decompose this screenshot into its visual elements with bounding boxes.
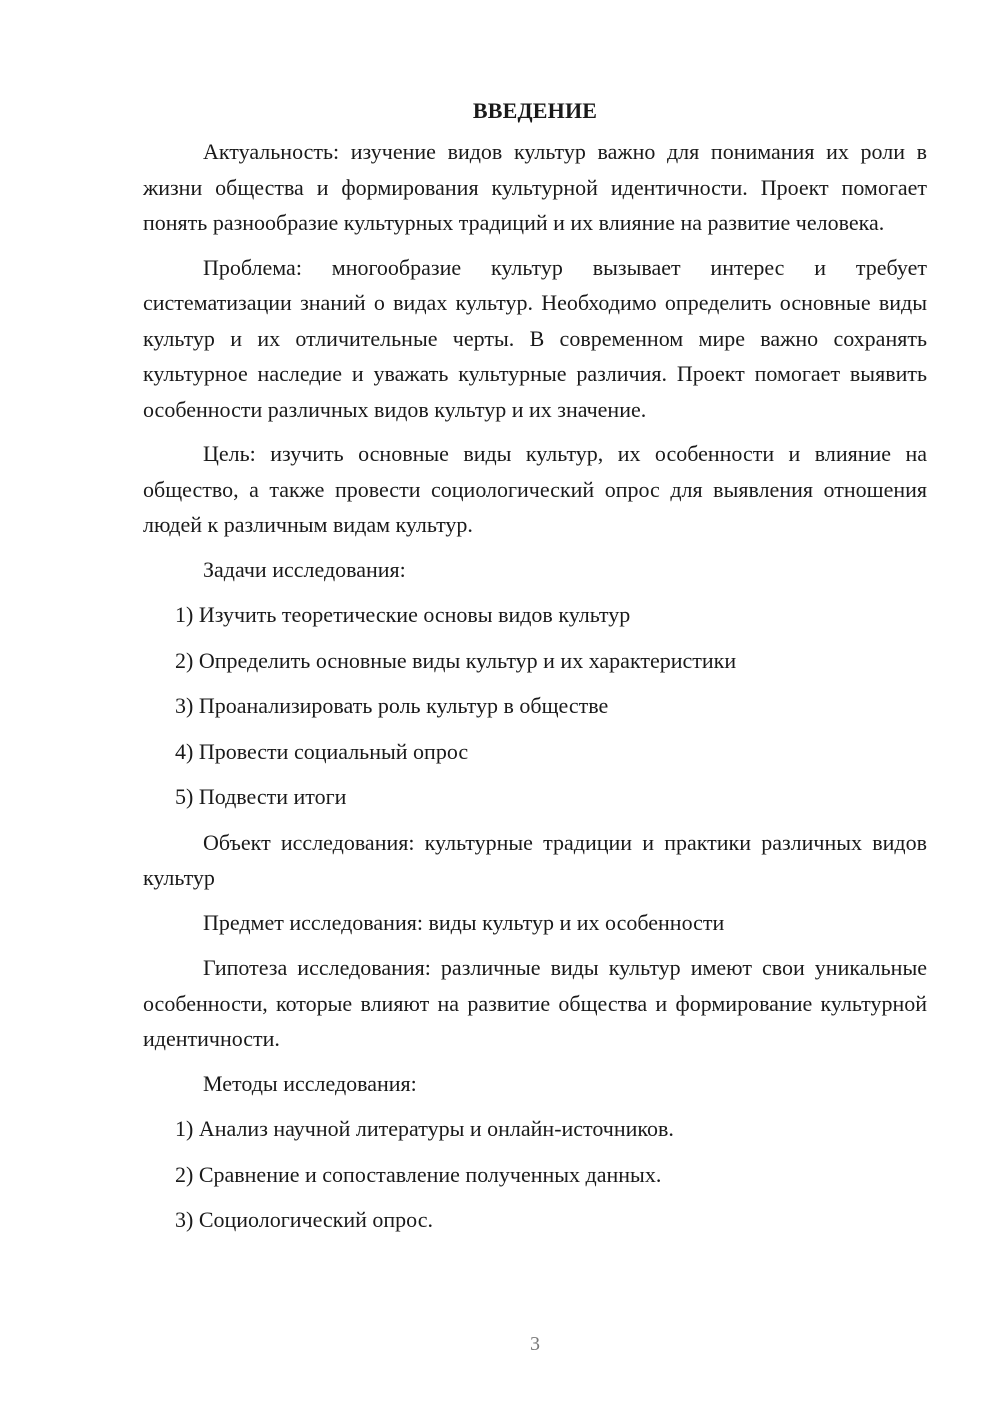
tasks-heading: Задачи исследования: (203, 556, 406, 582)
methods-list (143, 1111, 927, 1238)
tasks-list (143, 597, 927, 815)
list-item: 4) Провести социальный опрос (175, 738, 469, 764)
document-page (143, 92, 927, 1248)
problem-paragraph: Проблема: многообразие культур вызывает интерес и требует систематизации знаний о видах культур. Необходимо определить основные виды культур и их отличительные черты. В современном мире важно сохранять культурное наследие и уважать культурные различия. Проект помогает выявить особенности различных видов культур и их значение. (143, 254, 927, 422)
list-item: 2) Сравнение и сопоставление полученных данных. (175, 1161, 662, 1187)
list-item: 3) Проанализировать роль культур в обществе (175, 693, 609, 718)
page-title: ВВЕДЕНИЕ (472, 98, 598, 123)
list-item: 3) Социологический опрос. (175, 1207, 433, 1232)
list-item: 1) Анализ научной литературы и онлайн-источников. (175, 1116, 674, 1141)
list-item: 5) Подвести итоги (175, 784, 347, 809)
hypothesis-paragraph: Гипотеза исследования: различные виды культур имеют свои уникальные особенности, которые влияют на развитие общества и формирование культурной идентичности. (143, 955, 927, 1051)
list-item: 2) Определить основные виды культур и их характеристики (175, 647, 737, 673)
methods-heading: Методы исследования: (203, 1070, 417, 1096)
goal-paragraph: Цель: изучить основные виды культур, их особенности и влияние на общество, а также провести социологический опрос для выявления отношения людей к различным видам культур. (143, 441, 927, 537)
page-number: 3 (530, 1333, 540, 1355)
subject-paragraph: Предмет исследования: виды культур и их особенности (203, 909, 725, 935)
list-item: 1) Изучить теоретические основы видов культур (175, 602, 631, 627)
relevance-paragraph: Актуальность: изучение видов культур важно для понимания их роли в жизни общества и формирования культурной идентичности. Проект помогает понять разнообразие культурных традиций и их влияние на развитие человека. (143, 139, 927, 235)
object-paragraph: Объект исследования: культурные традиции и практики различных видов культур (143, 829, 927, 890)
